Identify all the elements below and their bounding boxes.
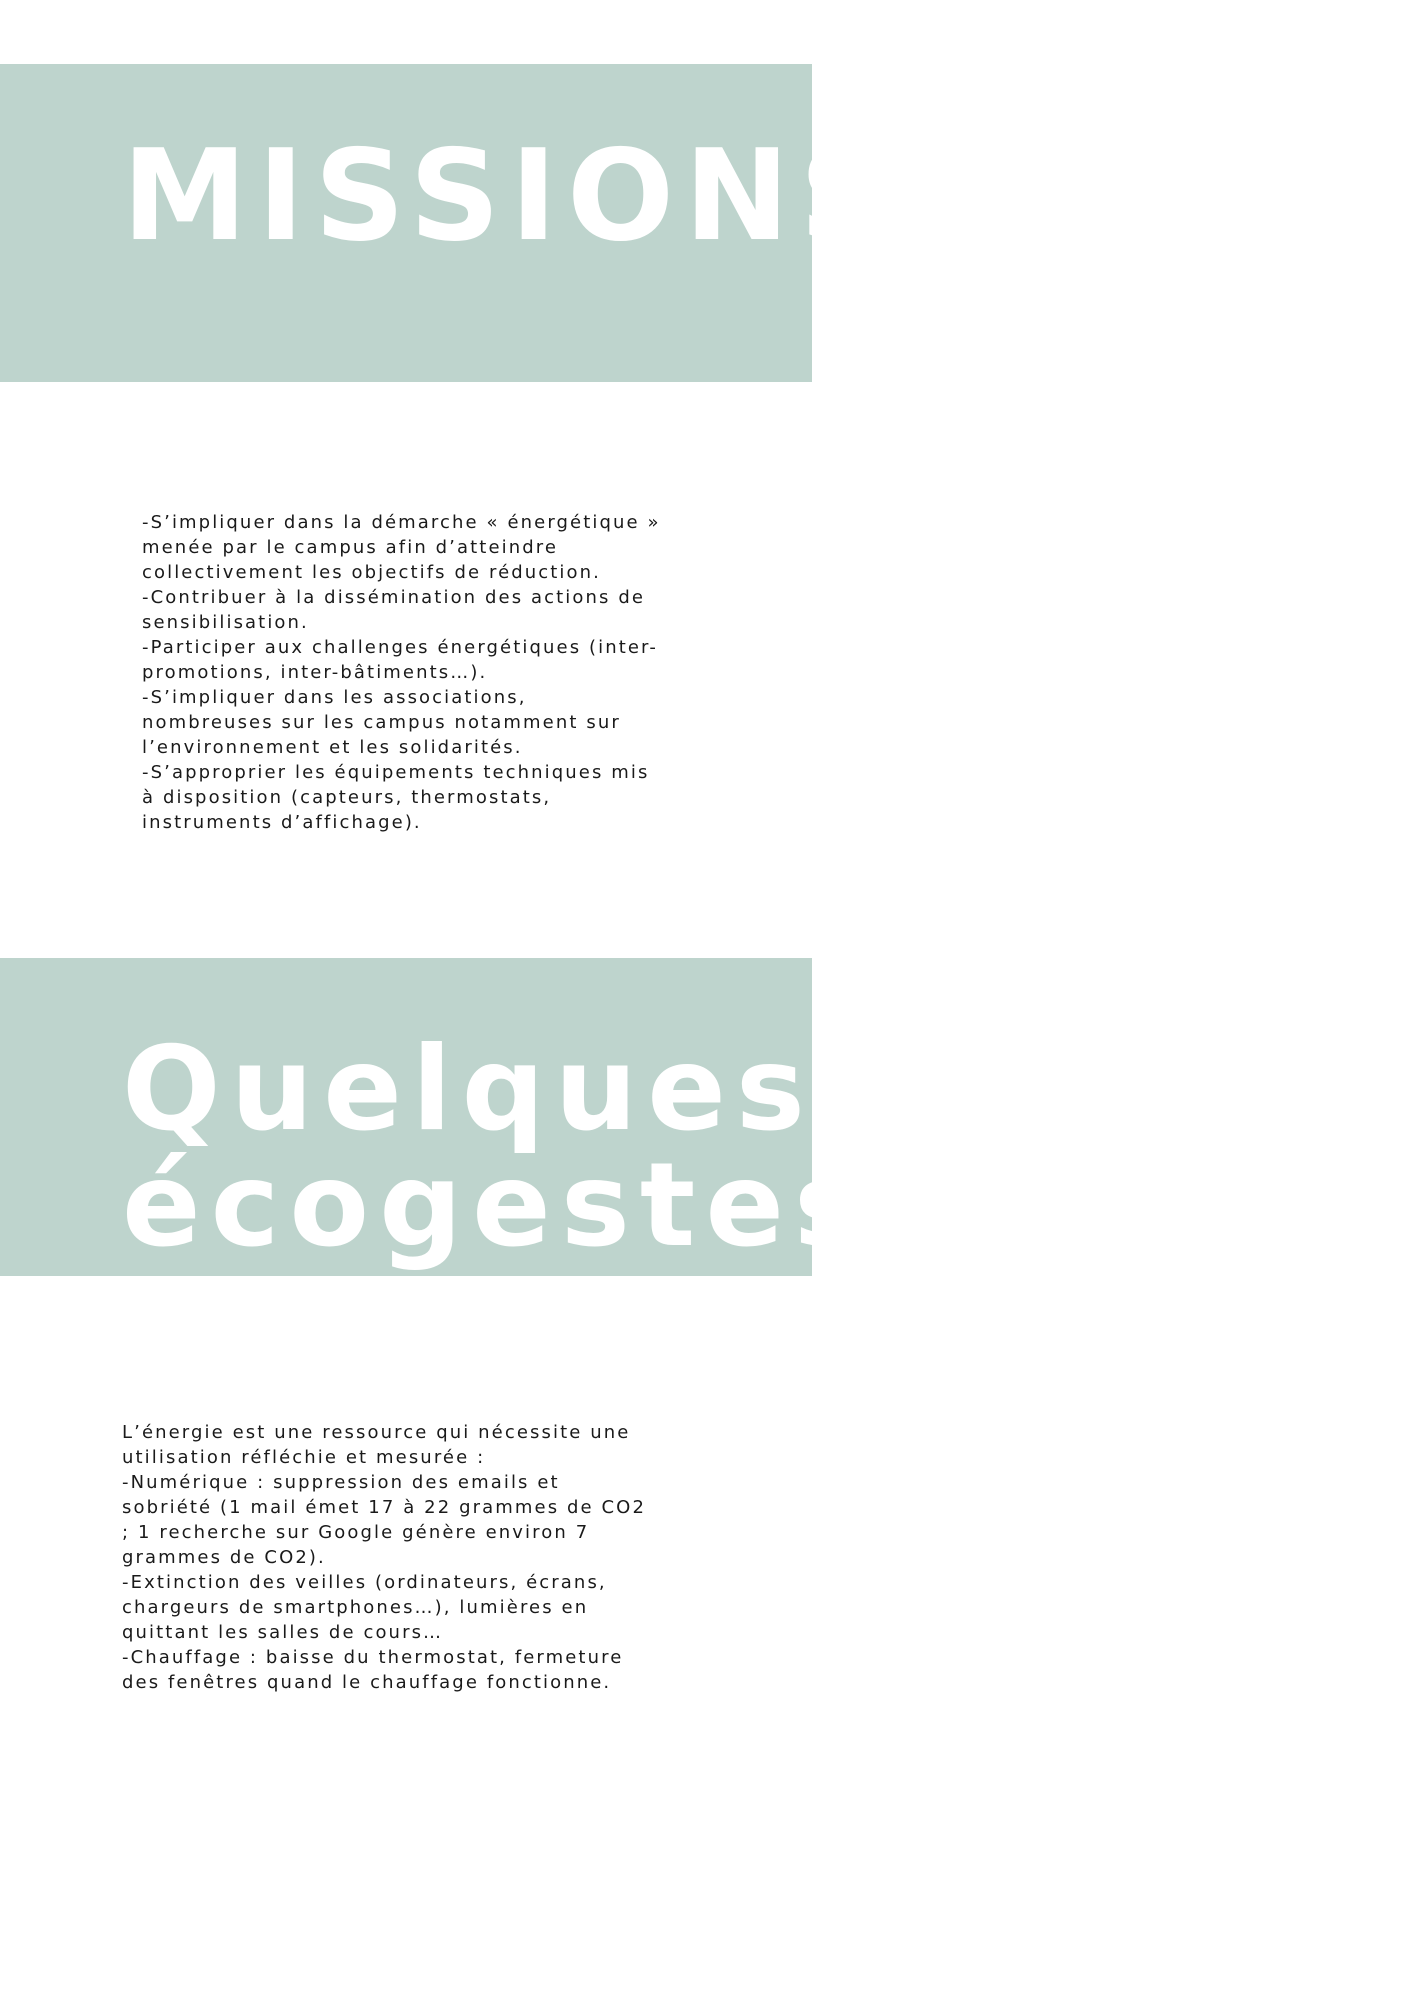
missions-line: -Participer aux challenges énergétiques (inter- [142, 637, 658, 658]
missions-line: promotions, inter-bâtiments…). [142, 662, 488, 683]
missions-banner [0, 64, 901, 382]
ecogestes-line: des fenêtres quand le chauffage fonctionne. [122, 1672, 612, 1693]
ecogestes-line: L’énergie est une ressource qui nécessite une [122, 1422, 631, 1443]
missions-line: -S’impliquer dans les associations, [142, 687, 527, 708]
ecogestes-line: -Chauffage : baisse du thermostat, fermeture [122, 1647, 624, 1668]
missions-line: l’environnement et les solidarités. [142, 737, 523, 758]
ecogestes-title-line: écogestes [122, 1138, 874, 1273]
missions-line: menée par le campus afin d’atteindre [142, 537, 559, 558]
ecogestes-line: chargeurs de smartphones…), lumières en [122, 1597, 589, 1618]
missions-line: -S’impliquer dans la démarche « énergétique » [142, 512, 661, 533]
ecogestes-title [122, 1022, 874, 1273]
missions-line: sensibilisation. [142, 612, 309, 633]
missions-line: instruments d’affichage). [142, 812, 422, 833]
ecogestes-text [122, 1420, 646, 1695]
ecogestes-line: -Numérique : suppression des emails et [122, 1472, 560, 1493]
ecogestes-line: grammes de CO2). [122, 1547, 326, 1568]
ecogestes-line: sobriété (1 mail émet 17 à 22 grammes de CO2 [122, 1497, 647, 1518]
missions-line: nombreuses sur les campus notamment sur [142, 712, 621, 733]
missions-line: -S’approprier les équipements techniques mis [142, 762, 650, 783]
missions-line: collectivement les objectifs de réduction. [142, 562, 601, 583]
ecogestes-line: -Extinction des veilles (ordinateurs, écrans, [122, 1572, 607, 1593]
ecogestes-banner [0, 958, 874, 1276]
ecogestes-line: quittant les salles de cours… [122, 1622, 444, 1643]
ecogestes-title-line: Quelques [122, 1022, 815, 1157]
missions-title: MISSIONS [122, 122, 901, 269]
ecogestes-line: ; 1 recherche sur Google génère environ 7 [122, 1522, 590, 1543]
ecogestes-line: utilisation réfléchie et mesurée : [122, 1447, 486, 1468]
missions-text [142, 510, 661, 835]
missions-line: -Contribuer à la dissémination des actions de [142, 587, 646, 608]
missions-line: à disposition (capteurs, thermostats, [142, 787, 552, 808]
